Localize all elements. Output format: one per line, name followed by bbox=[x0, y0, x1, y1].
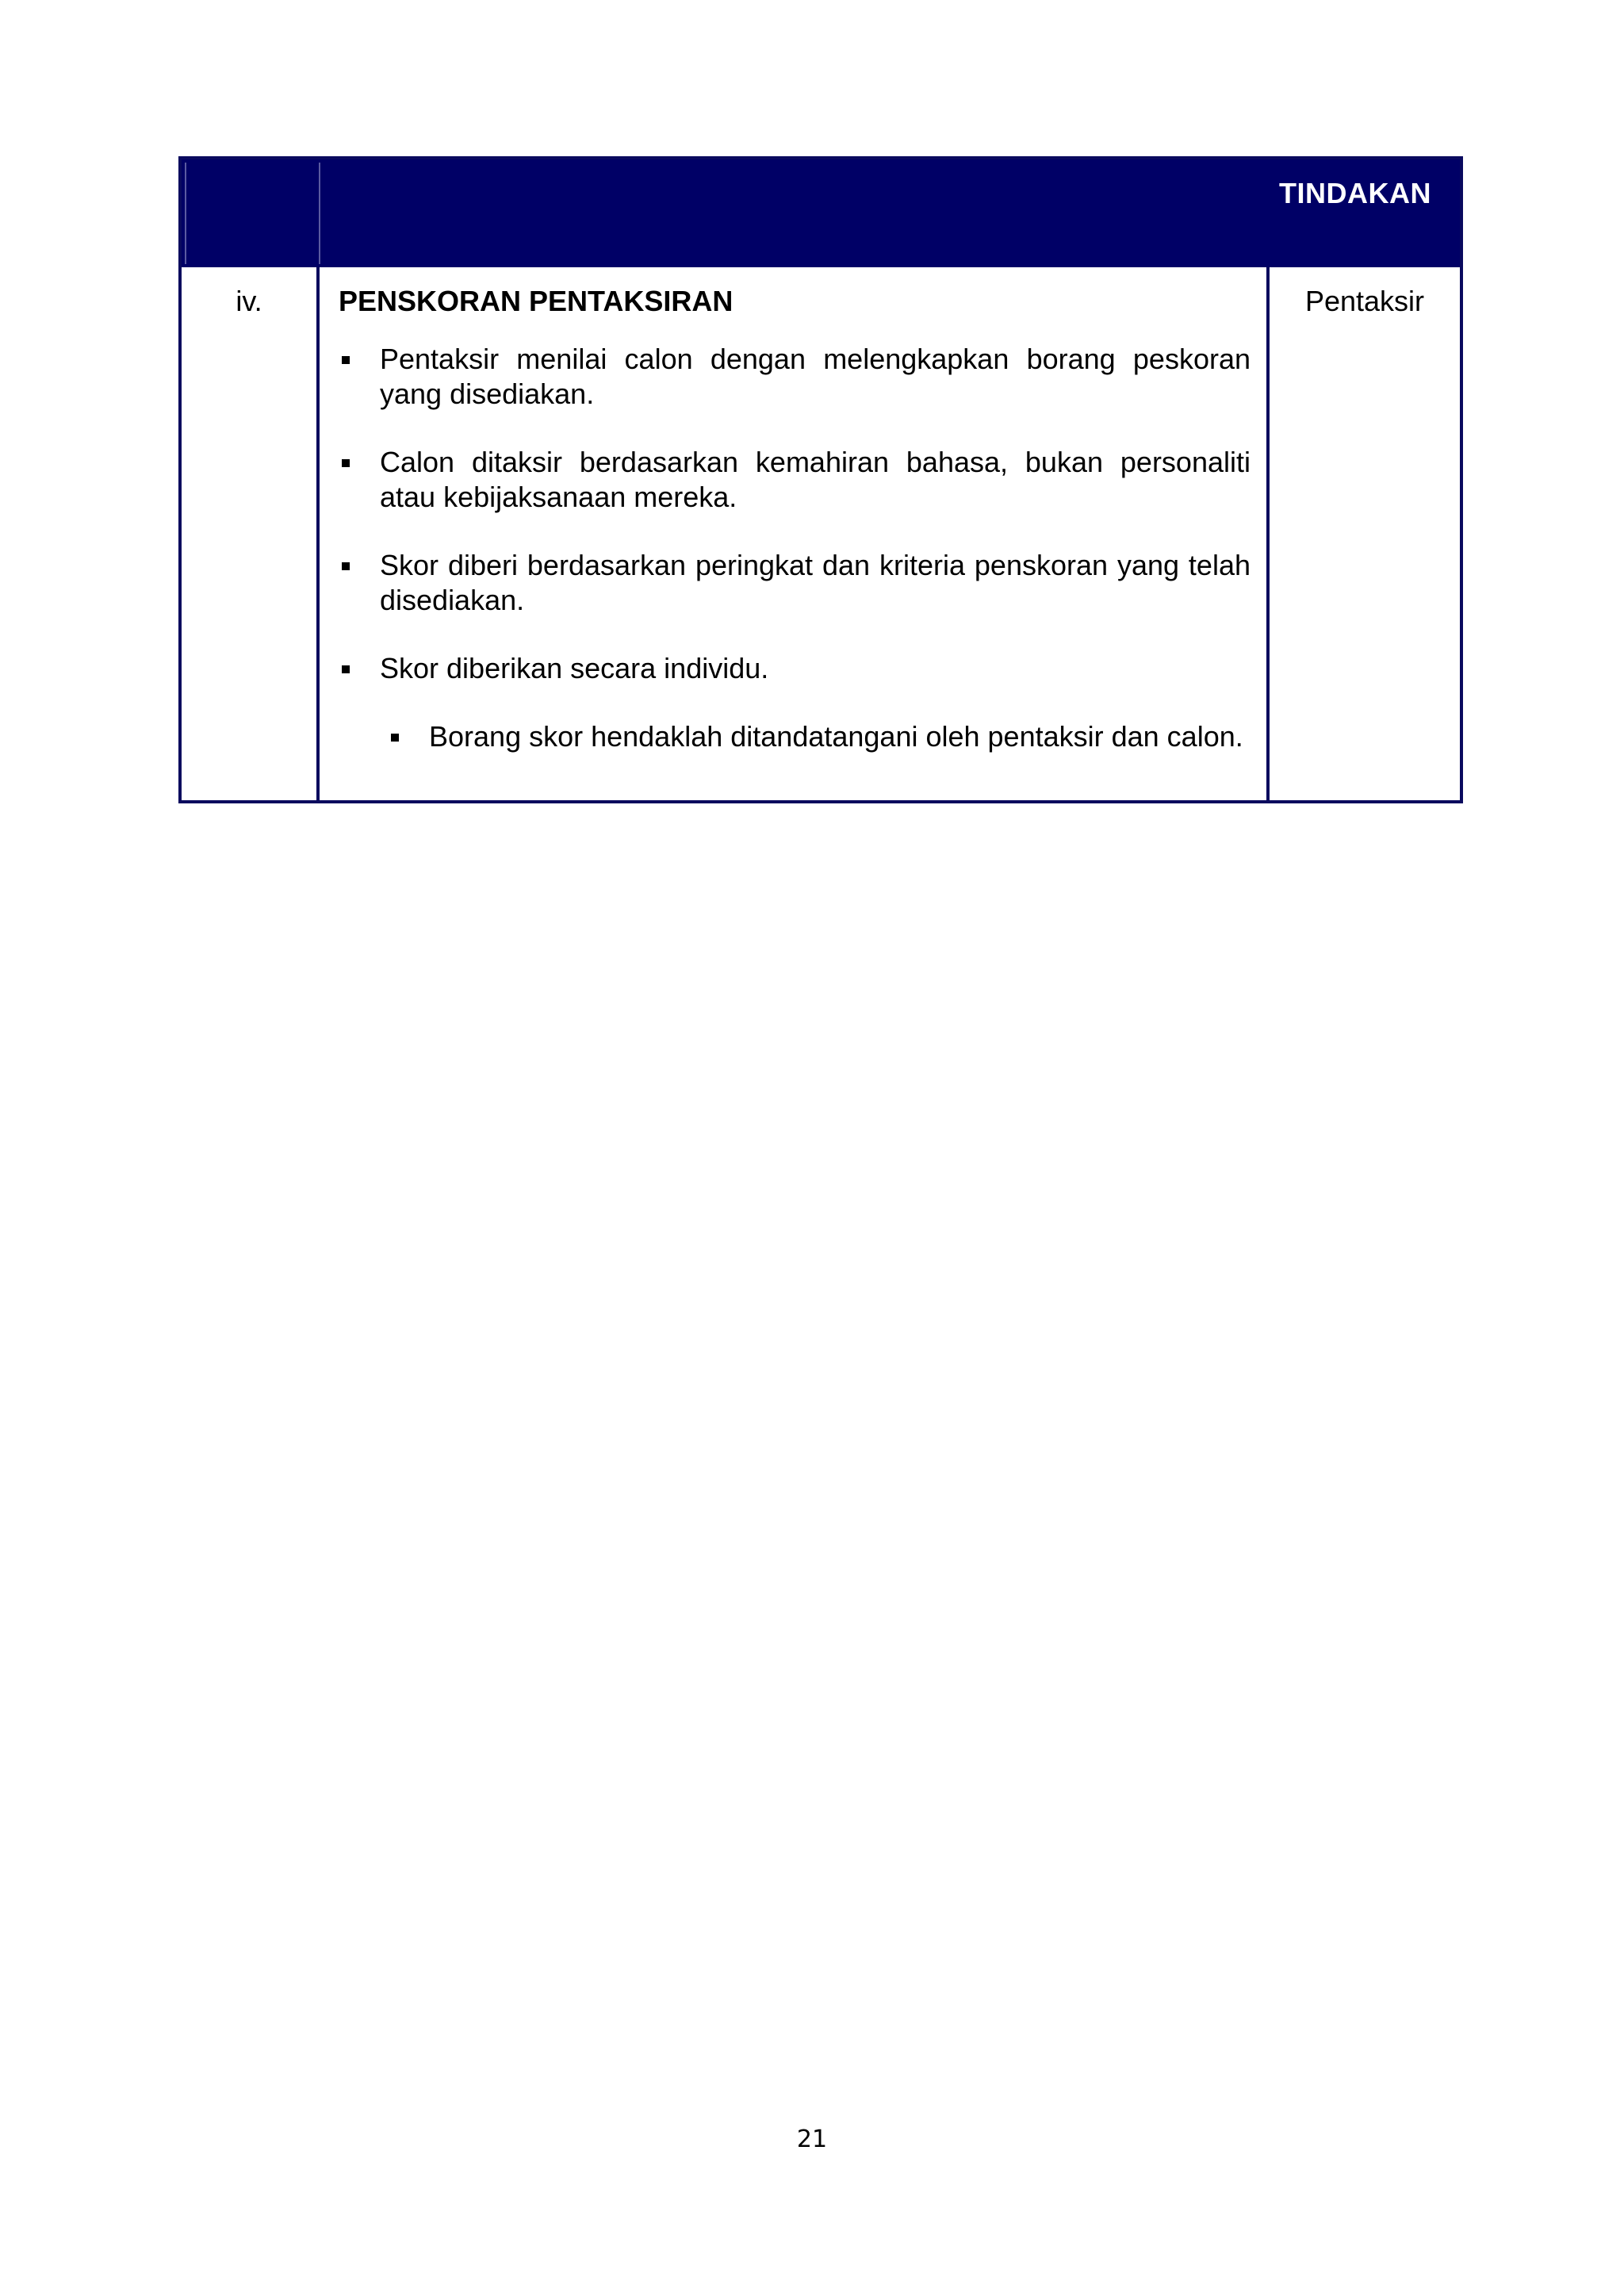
sub-list-item-text: Borang skor hendaklah ditandatangani oleh pentaksir dan calon. bbox=[429, 720, 1243, 753]
square-bullet-icon bbox=[342, 459, 350, 467]
procedure-table bbox=[178, 156, 1463, 803]
list-item bbox=[339, 548, 1251, 618]
square-bullet-icon bbox=[342, 665, 350, 673]
square-bullet-icon bbox=[342, 356, 350, 364]
section-title: PENSKORAN PENTAKSIRAN bbox=[339, 285, 733, 317]
table-header-row bbox=[182, 159, 1460, 267]
sub-list-item bbox=[388, 719, 1251, 754]
row-number: iv. bbox=[236, 285, 262, 317]
list-item-text: Skor diberi berdasarkan peringkat dan kriteria penskoran yang telah disediakan. bbox=[380, 549, 1251, 616]
row-content-cell bbox=[320, 267, 1266, 800]
page-number: 21 bbox=[796, 2125, 828, 2153]
square-bullet-icon bbox=[342, 562, 350, 570]
column-divider bbox=[1266, 267, 1270, 800]
header-action-label: TINDAKAN bbox=[1279, 177, 1431, 209]
list-item-text: Calon ditaksir berdasarkan kemahiran bahasa, bukan personaliti atau kebijaksanaan mereka. bbox=[380, 446, 1251, 513]
action-cell: Pentaksir bbox=[1304, 285, 1425, 317]
square-bullet-icon bbox=[391, 734, 399, 742]
list-item-text: Skor diberikan secara individu. bbox=[380, 652, 769, 684]
list-item-text: Pentaksir menilai calon dengan melengkapkan borang peskoran yang disediakan. bbox=[380, 343, 1251, 410]
header-divider bbox=[185, 163, 186, 264]
list-item bbox=[339, 342, 1251, 412]
list-item bbox=[339, 445, 1251, 515]
header-divider bbox=[319, 163, 320, 264]
list-item bbox=[339, 651, 1251, 686]
